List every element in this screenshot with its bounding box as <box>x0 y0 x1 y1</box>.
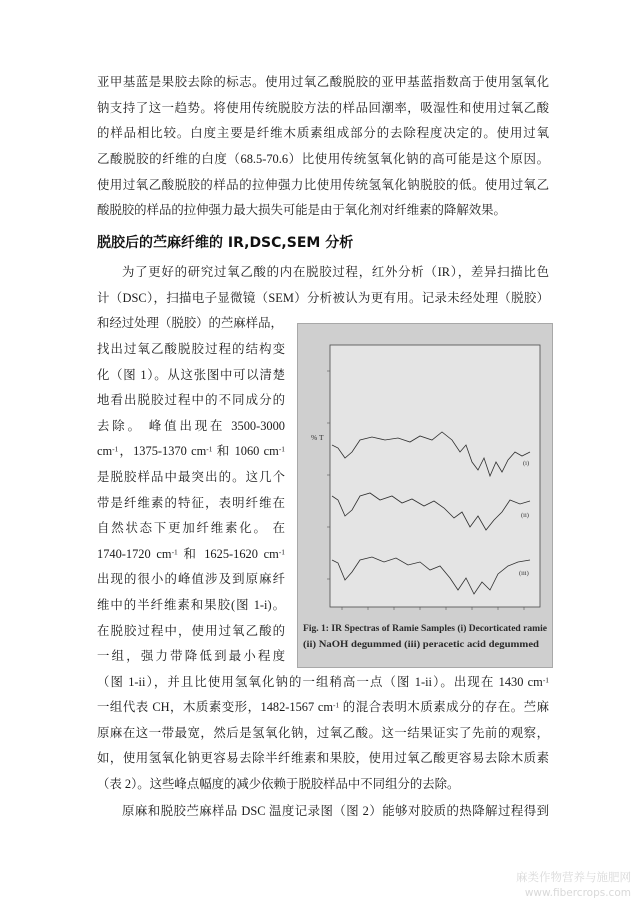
curve-label: (ii) <box>521 512 529 519</box>
body-text-line: 原麻在这一带最宽，然后是氢氧化钠，过氧乙酸。这一结果证实了先前的观察， <box>97 725 549 740</box>
body-text-line: 地看出脱胶过程中的不同成分的 <box>97 393 285 408</box>
body-text-line: 钠支持了这一趋势。将使用传统脱胶方法的样品回潮率，吸湿性和使用过氧乙酸 <box>97 100 549 115</box>
y-axis-label: % T <box>311 433 324 442</box>
body-text-line: 如，使用氢氧化钠更容易去除半纤维素和果胶，使用过氧乙酸更容易去除木质素 <box>97 751 549 766</box>
figure-caption-line: (ii) NaOH degummed (iii) peracetic acid degummed <box>303 640 509 650</box>
superscript: -1 <box>171 547 178 556</box>
body-text-line: 化（图 1）。从这张图中可以清楚 <box>97 367 285 382</box>
body-text-line <box>97 670 549 696</box>
text-segment: cm <box>97 444 113 459</box>
superscript: -1 <box>112 444 119 454</box>
figure-1-graphic <box>297 323 553 668</box>
text-segment: （图 1-ii），并且比使用氢氧化钠的一组稍高一点（图 1-ii）。出现在 1430 cm <box>97 674 543 689</box>
body-text-line: 带是纤维素的特征，表明纤维在 <box>97 495 285 510</box>
body-text-line: 维中的半纤维素和果胶(图 1-i)。 <box>97 597 285 612</box>
body-text-line: 找出过氧乙酸脱胶过程的结构变 <box>97 341 285 356</box>
text-segment: 1740-1720 cm <box>97 546 172 561</box>
body-text-line <box>97 439 285 465</box>
body-text-line: 酸脱胶的样品的拉伸强力最大损失可能是由于氧化剂对纤维素的降解效果。 <box>97 203 506 218</box>
superscript: -1 <box>206 444 213 454</box>
superscript: -1 <box>278 547 285 556</box>
superscript: -1 <box>278 444 285 454</box>
paragraph-1 <box>97 70 549 224</box>
watermark-url: www.fibercrops.com <box>524 887 631 899</box>
body-text-line: 使用过氧乙酸脱胶的样品的拉伸强力比使用传统氢氧化钠脱胶的低。使用过氧乙 <box>97 177 549 192</box>
body-text-line <box>97 542 285 568</box>
body-text-line: 和经过处理（脱胶）的苎麻样品， <box>97 316 283 331</box>
text-segment: 的混合表明木质素成分的存在。苎麻 <box>339 700 549 715</box>
body-text-line: 亚甲基蓝是果胶去除的标志。使用过氧乙酸脱胶的亚甲基蓝指数高于使用氢氧化 <box>97 75 549 90</box>
figure-1-ir-spectra <box>297 323 553 668</box>
body-text-line: 一组，强力带降低到最小程度 <box>97 649 285 664</box>
superscript: -1 <box>542 674 549 684</box>
body-text-line: 自然状态下更加纤维素化。 在 <box>97 521 285 536</box>
curve-label: (i) <box>523 460 530 467</box>
text-segment: 和 1625-1620 cm <box>177 546 279 561</box>
body-text-line: 计（DSC），扫描电子显微镜（SEM）分析被认为更有用。记录未经处理（脱胶） <box>97 290 549 305</box>
figure-caption-line: Fig. 1: IR Spectras of Ramie Samples (i) Decorticated ramie <box>303 624 541 634</box>
body-text-line: 原麻和脱胶苎麻样品 DSC 温度记录图（图 2）能够对胶质的热降解过程得到 <box>122 804 549 819</box>
watermark-site-name: 麻类作物营养与施肥网 <box>516 870 631 884</box>
superscript: -1 <box>332 700 340 710</box>
body-text-line: 乙酸脱胶的纤维的白度（68.5-70.6）比使用传统氢氧化钠的高可能是这个原因。 <box>97 151 549 166</box>
text-segment: ，1375-1370 cm <box>118 444 207 459</box>
body-text-line <box>97 695 549 721</box>
curve-label: (iii) <box>519 570 529 577</box>
body-text-line: （表 2）。这些峰点幅度的减少依赖于脱胶样品中不同组分的去除。 <box>97 777 460 792</box>
text-segment: 一组代表 CH，木质素变形，1482-1567 cm <box>97 700 333 715</box>
body-text-line: 出现的很小的峰值涉及到原麻纤 <box>97 572 285 587</box>
body-text-line: 是脱胶样品中最突出的。这几个 <box>97 469 285 484</box>
paragraph-3 <box>97 799 549 825</box>
text-segment: 和 1060 cm <box>212 444 279 459</box>
body-text-line: 的样品相比较。白度主要是纤维木质素组成部分的去除程度决定的。使用过氧 <box>97 126 549 141</box>
body-text-line: 去除。 峰值出现在 3500-3000 <box>97 418 285 433</box>
body-text-line: 在脱胶过程中，使用过氧乙酸的 <box>97 623 285 638</box>
body-text-line: 为了更好的研究过氧乙酸的内在脱胶过程，红外分析（IR），差异扫描比色 <box>122 265 549 280</box>
section-heading: 脱胶后的苎麻纤维的 IR,DSC,SEM 分析 <box>97 235 354 252</box>
